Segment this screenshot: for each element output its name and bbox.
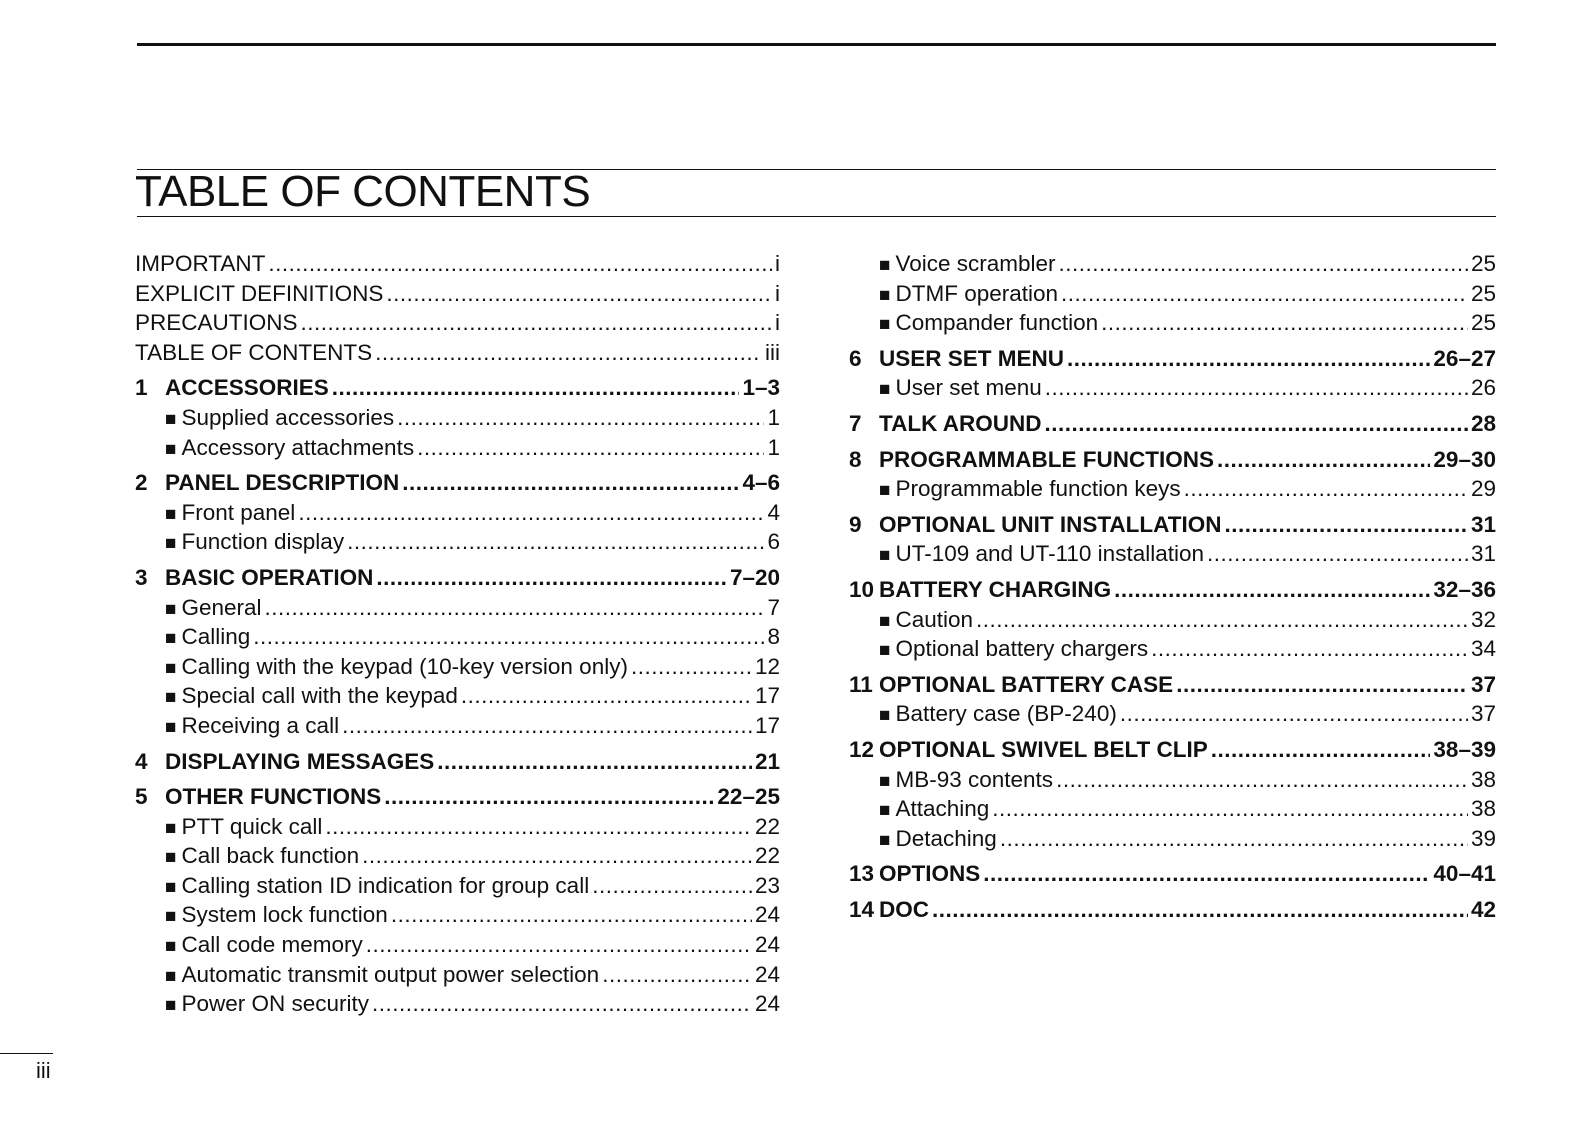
dot-leader xyxy=(461,681,752,711)
entry-page-number: 38 xyxy=(1470,766,1496,792)
toc-section-entry[interactable] xyxy=(849,279,1496,309)
entry-label: PROGRAMMABLE FUNCTIONS xyxy=(879,446,1214,472)
toc-section-entry[interactable] xyxy=(849,794,1496,824)
dot-leader xyxy=(417,433,764,463)
entry-page-number: 8 xyxy=(767,624,780,650)
dot-leader xyxy=(1207,539,1468,569)
entry-page-number: 4 xyxy=(767,499,780,525)
entry-label: DTMF operation xyxy=(895,280,1059,306)
entry-label: Voice scrambler xyxy=(895,251,1056,276)
dot-leader xyxy=(983,859,1430,889)
entry-page-number: iii xyxy=(765,339,780,365)
entry-label: IMPORTANT xyxy=(135,251,266,276)
entry-label: OPTIONAL SWIVEL BELT CLIP xyxy=(879,736,1208,762)
chapter-number: 10 xyxy=(849,576,875,602)
dot-leader xyxy=(372,989,752,1019)
entry-label: OPTIONAL BATTERY CASE xyxy=(879,671,1174,697)
dot-leader xyxy=(386,279,772,309)
bullet-square-icon: ■ xyxy=(879,705,891,727)
entry-label: Battery case (BP-240) xyxy=(895,701,1117,727)
entry-page-number: 24 xyxy=(754,902,780,928)
entry-label: Calling xyxy=(181,624,251,650)
entry-page-number: 24 xyxy=(754,991,780,1017)
toc-chapter-entry[interactable] xyxy=(849,510,1496,540)
entry-page-number: 34 xyxy=(1470,636,1496,662)
dot-leader xyxy=(298,498,764,528)
header-rule xyxy=(137,43,1496,46)
dot-leader xyxy=(631,652,752,682)
entry-page-number: 22–25 xyxy=(717,784,780,810)
toc-section-entry[interactable] xyxy=(135,403,780,433)
dot-leader xyxy=(402,468,739,498)
bullet-square-icon: ■ xyxy=(879,480,891,502)
entry-page-number: 23 xyxy=(754,872,780,898)
toc-section-entry[interactable] xyxy=(135,527,780,557)
entry-page-number: i xyxy=(775,251,780,276)
toc-section-entry[interactable] xyxy=(849,824,1496,854)
toc-section-entry[interactable] xyxy=(849,474,1496,504)
dot-leader xyxy=(397,403,764,433)
entry-page-number: 24 xyxy=(754,961,780,987)
entry-label: Supplied accessories xyxy=(181,404,395,430)
entry-page-number: 24 xyxy=(754,932,780,958)
entry-label: OTHER FUNCTIONS xyxy=(165,784,382,810)
entry-label: Call code memory xyxy=(181,932,363,958)
chapter-number: 13 xyxy=(849,861,875,887)
dot-leader xyxy=(1217,445,1430,475)
entry-page-number: 37 xyxy=(1470,701,1496,727)
entry-page-number: 38 xyxy=(1470,796,1496,822)
toc-section-entry[interactable] xyxy=(135,812,780,842)
entry-page-number: 29–30 xyxy=(1433,446,1496,472)
entry-page-number: 21 xyxy=(754,748,780,774)
bullet-square-icon: ■ xyxy=(165,503,177,525)
chapter-number: 4 xyxy=(135,748,148,774)
entry-label: PRECAUTIONS xyxy=(135,310,298,336)
toc-section-entry[interactable] xyxy=(849,634,1496,664)
dot-leader xyxy=(342,711,752,741)
chapter-number: 7 xyxy=(849,410,862,436)
entry-label: UT-109 and UT-110 installation xyxy=(895,541,1204,567)
dot-leader xyxy=(992,794,1468,824)
entry-label: TABLE OF CONTENTS xyxy=(135,339,373,365)
toc-section-entry[interactable] xyxy=(135,593,780,623)
entry-label: DOC xyxy=(879,896,929,922)
dot-leader xyxy=(602,960,752,990)
toc-section-entry[interactable] xyxy=(135,652,780,682)
toc-section-entry[interactable] xyxy=(135,498,780,528)
chapter-number: 14 xyxy=(849,896,875,922)
toc-section-entry[interactable] xyxy=(849,699,1496,729)
chapter-number: 6 xyxy=(849,345,862,371)
bullet-square-icon: ■ xyxy=(879,545,891,567)
dot-leader xyxy=(253,622,764,652)
toc-section-entry[interactable] xyxy=(135,989,780,1019)
bullet-square-icon: ■ xyxy=(165,438,177,460)
bullet-square-icon: ■ xyxy=(879,610,891,632)
toc-section-entry[interactable] xyxy=(849,605,1496,635)
toc-front-entry[interactable] xyxy=(135,338,780,368)
entry-page-number: 22 xyxy=(754,843,780,869)
dot-leader xyxy=(592,871,752,901)
bullet-square-icon: ■ xyxy=(165,598,177,620)
entry-label: Calling station ID indication for group call xyxy=(181,872,590,898)
toc-section-entry[interactable] xyxy=(135,681,780,711)
entry-label: Attaching xyxy=(895,796,990,822)
entry-page-number: i xyxy=(775,310,780,336)
toc-chapter-entry[interactable] xyxy=(849,409,1496,439)
bullet-square-icon: ■ xyxy=(165,847,177,869)
entry-page-number: 37 xyxy=(1470,671,1496,697)
dot-leader xyxy=(265,593,765,623)
entry-page-number: 12 xyxy=(754,653,780,679)
bullet-square-icon: ■ xyxy=(165,906,177,928)
entry-page-number: 40–41 xyxy=(1433,861,1496,887)
entry-page-number: 4–6 xyxy=(742,470,780,496)
entry-label: Detaching xyxy=(895,825,997,851)
toc-front-entry[interactable] xyxy=(135,249,780,279)
entry-label: User set menu xyxy=(895,375,1042,401)
chapter-number: 12 xyxy=(849,736,875,762)
entry-page-number: 1 xyxy=(767,404,780,430)
entry-label: BATTERY CHARGING xyxy=(879,576,1112,602)
footer-page-number: iii xyxy=(36,1058,51,1083)
toc-section-entry[interactable] xyxy=(135,960,780,990)
entry-label: Call back function xyxy=(181,843,360,869)
dot-leader xyxy=(976,605,1468,635)
dot-leader xyxy=(1045,373,1468,403)
entry-page-number: 17 xyxy=(754,712,780,738)
chapter-number: 9 xyxy=(849,511,862,537)
entry-page-number: 31 xyxy=(1470,541,1496,567)
toc-section-entry[interactable] xyxy=(849,373,1496,403)
entry-page-number: 1–3 xyxy=(742,375,780,401)
toc-section-entry[interactable] xyxy=(135,622,780,652)
dot-leader xyxy=(1059,249,1468,279)
bullet-square-icon: ■ xyxy=(879,640,891,662)
entry-label: Calling with the keypad (10-key version only) xyxy=(181,653,628,679)
dot-leader xyxy=(332,373,740,403)
toc-front-entry[interactable] xyxy=(135,308,780,338)
bullet-square-icon: ■ xyxy=(165,687,177,709)
dot-leader xyxy=(1151,634,1468,664)
entry-page-number: 42 xyxy=(1470,896,1496,922)
toc-chapter-entry[interactable] xyxy=(849,575,1496,605)
dot-leader xyxy=(1184,474,1468,504)
toc-section-entry[interactable] xyxy=(849,765,1496,795)
toc-section-entry[interactable] xyxy=(135,930,780,960)
entry-label: PTT quick call xyxy=(181,813,323,839)
entry-page-number: 25 xyxy=(1470,310,1496,336)
toc-section-entry[interactable] xyxy=(135,433,780,463)
entry-label: Power ON security xyxy=(181,991,370,1017)
chapter-number: 2 xyxy=(135,470,148,496)
dot-leader xyxy=(362,841,752,871)
toc-section-entry[interactable] xyxy=(849,249,1496,279)
entry-page-number: 31 xyxy=(1470,511,1496,537)
chapter-number: 3 xyxy=(135,564,148,590)
entry-page-number: 26 xyxy=(1470,375,1496,401)
bullet-square-icon: ■ xyxy=(879,284,891,306)
toc-right-column xyxy=(849,249,1496,924)
bullet-square-icon: ■ xyxy=(879,770,891,792)
entry-page-number: 7–20 xyxy=(729,564,780,590)
entry-label: PANEL DESCRIPTION xyxy=(165,470,400,496)
entry-label: Caution xyxy=(895,606,974,632)
dot-leader xyxy=(1224,510,1467,540)
dot-leader xyxy=(437,747,752,777)
bullet-square-icon: ■ xyxy=(165,408,177,430)
entry-label: Optional battery chargers xyxy=(895,636,1149,662)
dot-leader xyxy=(325,812,752,842)
toc-chapter-entry[interactable] xyxy=(135,747,780,777)
entry-label: BASIC OPERATION xyxy=(165,564,374,590)
entry-label: DISPLAYING MESSAGES xyxy=(165,748,435,774)
entry-label: Receiving a call xyxy=(181,712,340,738)
toc-chapter-entry[interactable] xyxy=(135,373,780,403)
toc-chapter-entry[interactable] xyxy=(849,859,1496,889)
dot-leader xyxy=(1101,308,1468,338)
entry-label: EXPLICIT DEFINITIONS xyxy=(135,280,384,306)
page-title: TABLE OF CONTENTS xyxy=(135,167,591,216)
entry-label: Front panel xyxy=(181,499,296,525)
dot-leader xyxy=(347,527,764,557)
entry-page-number: 28 xyxy=(1470,410,1496,436)
dot-leader xyxy=(1211,735,1431,765)
entry-page-number: 25 xyxy=(1470,280,1496,306)
dot-leader xyxy=(1044,409,1467,439)
bullet-square-icon: ■ xyxy=(165,628,177,650)
toc-chapter-entry[interactable] xyxy=(849,670,1496,700)
entry-label: TALK AROUND xyxy=(879,410,1042,436)
dot-leader xyxy=(375,338,762,368)
entry-page-number: 17 xyxy=(754,683,780,709)
entry-label: OPTIONAL UNIT INSTALLATION xyxy=(879,511,1222,537)
dot-leader xyxy=(301,308,772,338)
dot-leader xyxy=(1067,344,1430,374)
bullet-square-icon: ■ xyxy=(165,965,177,987)
toc-section-entry[interactable] xyxy=(135,900,780,930)
entry-page-number: 32 xyxy=(1470,606,1496,632)
entry-page-number: 38–39 xyxy=(1433,736,1496,762)
bullet-square-icon: ■ xyxy=(165,936,177,958)
bullet-square-icon: ■ xyxy=(165,657,177,679)
entry-label: USER SET MENU xyxy=(879,345,1065,371)
entry-label: ACCESSORIES xyxy=(165,375,329,401)
dot-leader xyxy=(268,249,772,279)
bullet-square-icon: ■ xyxy=(879,255,891,276)
entry-label: Special call with the keypad xyxy=(181,683,458,709)
bullet-square-icon: ■ xyxy=(879,379,891,401)
entry-label: Automatic transmit output power selection xyxy=(181,961,600,987)
entry-page-number: 22 xyxy=(754,813,780,839)
entry-label: System lock function xyxy=(181,902,388,928)
bullet-square-icon: ■ xyxy=(165,817,177,839)
toc-section-entry[interactable] xyxy=(135,711,780,741)
entry-page-number: 1 xyxy=(767,434,780,460)
toc-chapter-entry[interactable] xyxy=(849,895,1496,925)
entry-label: OPTIONS xyxy=(879,861,981,887)
dot-leader xyxy=(376,563,727,593)
entry-page-number: 25 xyxy=(1470,251,1496,276)
chapter-number: 5 xyxy=(135,784,148,810)
entry-label: MB-93 contents xyxy=(895,766,1054,792)
dot-leader xyxy=(1120,699,1468,729)
dot-leader xyxy=(1114,575,1430,605)
chapter-number: 1 xyxy=(135,375,148,401)
toc-section-entry[interactable] xyxy=(135,841,780,871)
toc-chapter-entry[interactable] xyxy=(849,445,1496,475)
dot-leader xyxy=(1056,765,1468,795)
title-rule-bottom xyxy=(137,216,1496,217)
toc-section-entry[interactable] xyxy=(849,308,1496,338)
toc-chapter-entry[interactable] xyxy=(849,344,1496,374)
dot-leader xyxy=(1061,279,1468,309)
toc-chapter-entry[interactable] xyxy=(135,782,780,812)
bullet-square-icon: ■ xyxy=(879,314,891,336)
bullet-square-icon: ■ xyxy=(165,533,177,555)
toc-chapter-entry[interactable] xyxy=(135,563,780,593)
bullet-square-icon: ■ xyxy=(165,876,177,898)
entry-label: Accessory attachments xyxy=(181,434,415,460)
dot-leader xyxy=(932,895,1468,925)
entry-label: Function display xyxy=(181,529,345,555)
toc-chapter-entry[interactable] xyxy=(849,735,1496,765)
bullet-square-icon: ■ xyxy=(879,800,891,822)
toc-left-column xyxy=(135,249,780,1019)
dot-leader xyxy=(366,930,752,960)
bullet-square-icon: ■ xyxy=(165,995,177,1017)
entry-page-number: 32–36 xyxy=(1433,576,1496,602)
entry-label: Programmable function keys xyxy=(895,476,1181,502)
dot-leader xyxy=(1000,824,1468,854)
toc-front-entry[interactable] xyxy=(135,279,780,309)
entry-page-number: 7 xyxy=(767,594,780,620)
entry-page-number: 26–27 xyxy=(1433,345,1496,371)
entry-page-number: 39 xyxy=(1470,825,1496,851)
dot-leader xyxy=(384,782,714,812)
dot-leader xyxy=(1176,670,1468,700)
entry-page-number: 29 xyxy=(1470,476,1496,502)
entry-page-number: i xyxy=(775,280,780,306)
entry-label: Compander function xyxy=(895,310,1099,336)
bullet-square-icon: ■ xyxy=(165,716,177,738)
toc-chapter-entry[interactable] xyxy=(135,468,780,498)
bullet-square-icon: ■ xyxy=(879,829,891,851)
toc-section-entry[interactable] xyxy=(135,871,780,901)
entry-page-number: 6 xyxy=(767,529,780,555)
chapter-number: 11 xyxy=(849,671,873,697)
footer-rule xyxy=(0,1053,53,1054)
entry-label: General xyxy=(181,594,262,620)
chapter-number: 8 xyxy=(849,446,862,472)
toc-section-entry[interactable] xyxy=(849,539,1496,569)
dot-leader xyxy=(391,900,752,930)
